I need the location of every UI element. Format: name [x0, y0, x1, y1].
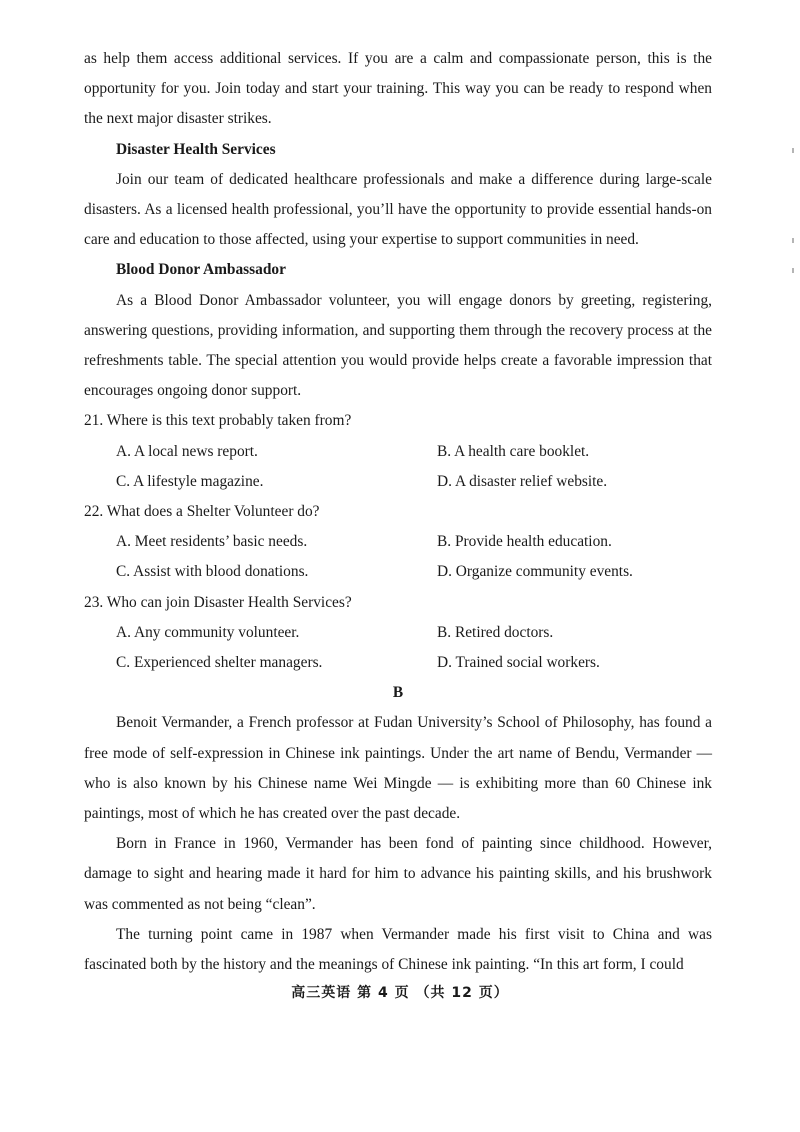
scan-edge-mark: [792, 268, 794, 273]
question-options: [84, 527, 712, 587]
question-23: [84, 588, 712, 679]
option-b: B. A health care booklet.: [437, 442, 590, 460]
option-b: B. Retired doctors.: [437, 623, 554, 641]
option-a: A. Meet residents’ basic needs.: [116, 533, 308, 551]
section-b-paragraph-2: Born in France in 1960, Vermander has been fond of painting since childhood. However, damage to sight and hearing made it hard for him to advance his painting skills, and his brushwork was commented as not being “clean”.: [84, 835, 712, 913]
option-c: C. A lifestyle magazine.: [116, 472, 264, 490]
question-22: [84, 497, 712, 588]
shelter-volunteer-paragraph-end: as help them access additional services. If you are a calm and compassionate person, this is the opportunity for you. Join today and start your training. This way you can be ready to respond when the next major disaster strikes.: [84, 50, 712, 128]
section-b-paragraph-1: Benoit Vermander, a French professor at Fudan University’s School of Philosophy, has found a free mode of self-expression in Chinese ink paintings. Under the art name of Bendu, Vermander — who is also known by his Chinese name Wei Mingde — is exhibiting more than 60 Chinese ink paintings, most of which he has created over the past decade.: [84, 714, 712, 823]
option-b: B. Provide health education.: [437, 533, 612, 551]
question-stem: 23. Who can join Disaster Health Services?: [84, 593, 352, 611]
section-b-paragraph-3: The turning point came in 1987 when Vermander made his first visit to China and was fascinated both by the history and the meanings of Chinese ink painting. “In this art form, I could: [84, 925, 712, 974]
blood-donor-ambassador-heading: Blood Donor Ambassador: [116, 261, 286, 279]
question-21: [84, 406, 712, 497]
option-d: D. A disaster relief website.: [437, 472, 608, 490]
scan-edge-mark: [792, 148, 794, 153]
question-stem: 21. Where is this text probably taken from?: [84, 412, 352, 430]
question-options: [84, 437, 712, 497]
option-d: D. Trained social workers.: [437, 654, 600, 672]
question-options: [84, 618, 712, 678]
section-b-title: B: [392, 684, 404, 702]
option-c: C. Assist with blood donations.: [116, 563, 309, 581]
disaster-health-services-paragraph: Join our team of dedicated healthcare professionals and make a difference during large-scale disasters. As a licensed health professional, you’ll have the opportunity to provide essential hands-on care and education to those affected, using your expertise to support communities in need.: [84, 170, 712, 249]
page-footer: 高三英语 第 4 页 （共 12 页）: [291, 985, 509, 1001]
option-a: A. Any community volunteer.: [116, 623, 300, 641]
question-stem: 22. What does a Shelter Volunteer do?: [84, 503, 320, 521]
disaster-health-services-heading: Disaster Health Services: [116, 140, 276, 158]
option-d: D. Organize community events.: [437, 563, 633, 581]
option-c: C. Experienced shelter managers.: [116, 654, 323, 672]
option-a: A. A local news report.: [116, 442, 258, 460]
blood-donor-ambassador-paragraph: As a Blood Donor Ambassador volunteer, you will engage donors by greeting, registering, answering questions, providing information, and supporting them through the recovery process at the refreshments table. The special attention you would provide helps create a favorable impression that encourages ongoing donor support.: [84, 291, 712, 400]
scan-edge-mark: [792, 238, 794, 243]
page-content: [84, 44, 712, 980]
